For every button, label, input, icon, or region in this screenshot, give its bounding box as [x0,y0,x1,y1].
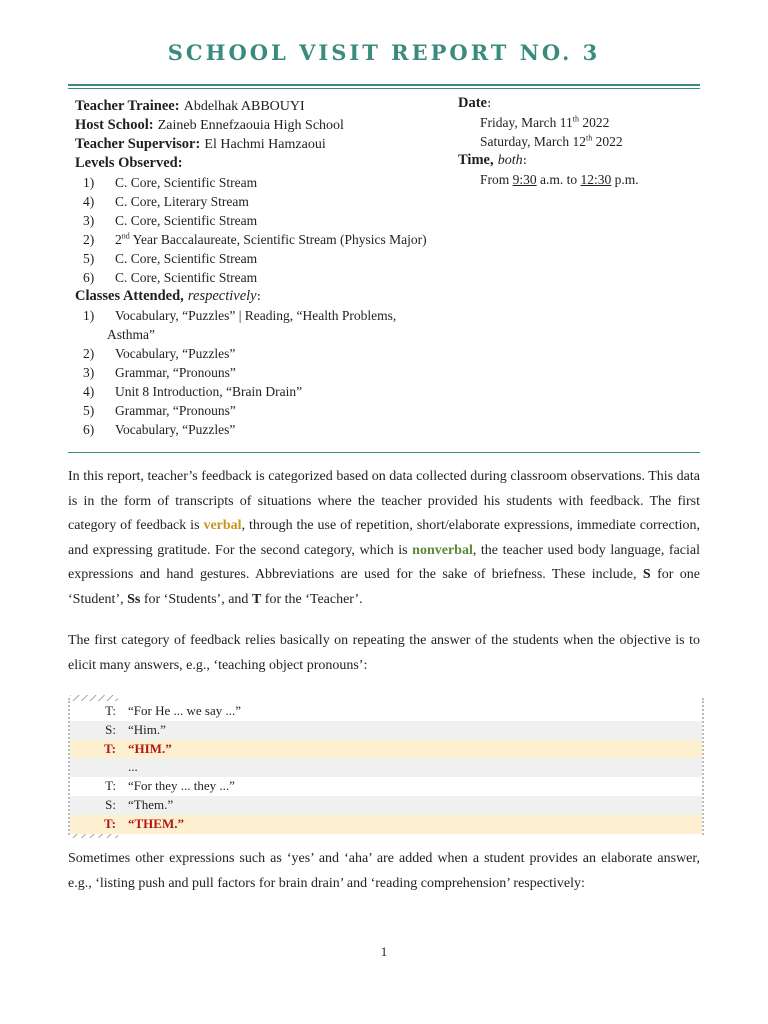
paragraph-expressions: Sometimes other expressions such as ‘yes’ and ‘aha’ are added when a student provides an elaborate answer, e.g., ‘listing push and pull factors for brain drain’ and ‘reading comprehension’ respectively: [68,851,700,891]
trainee-label: Teacher Trainee [75,98,175,114]
title-rule-thick [68,84,700,86]
schedule-block [458,94,698,189]
list-item: 2) Vocabulary, “Puzzles” [83,346,236,361]
time-line: From 9:30 a.m. to 12:30 p.m. [480,172,639,187]
info-bottom-rule [68,452,700,453]
classes-label: Classes Attended, [75,288,184,304]
transcript-box [68,698,704,835]
list-item: 5) C. Core, Scientific Stream [83,251,258,266]
transcript-row-highlight: T: “HIM.” [70,740,702,759]
transcript-row: S: “Them.” [70,796,702,815]
transcript-row: T: “For they ... they ...” [105,778,235,794]
levels-heading: Levels Observed: [75,155,183,171]
school-name: Zaineb Ennefzaouia High School [157,118,344,133]
list-item: 4) Unit 8 Introduction, “Brain Drain” [83,384,303,399]
date-label: Date [458,95,487,111]
verbal-keyword: verbal [203,518,242,534]
school-label: Host School [75,117,149,133]
levels-list [75,173,455,287]
time-label: Time, [458,152,494,168]
trainee-line: Teacher Trainee: Abdelhak ABBOUYI [75,98,305,114]
levels-label: Levels Observed [75,155,178,171]
list-item: 2) 2nd Year Baccalaureate, Scientific Stream (Physics Major) [83,231,427,247]
transcript-row: T: “For He ... we say ...” [105,703,241,718]
transcript-row: S: “Him.” [70,721,702,740]
info-block [75,97,455,439]
hatch-decoration [70,695,118,701]
time-label-italic: both [497,153,523,168]
list-item-continuation: Asthma” [107,327,155,342]
nonverbal-keyword: nonverbal [412,542,473,558]
supervisor-line: Teacher Supervisor: El Hachmi Hamzaoui [75,136,326,152]
transcript-row: ... [70,758,702,777]
list-item: 1) C. Core, Scientific Stream [83,175,258,190]
trainee-name: Abdelhak ABBOUYI [183,99,305,114]
list-item: 6) Vocabulary, “Puzzles” [83,422,236,437]
supervisor-label: Teacher Supervisor [75,136,196,152]
list-item: 1) Vocabulary, “Puzzles” | Reading, “Health Problems, [83,308,397,323]
list-item: 5) Grammar, “Pronouns” [83,403,236,418]
classes-heading: Classes Attended, respectively: [75,288,261,304]
classes-label-italic: respectively [187,288,257,304]
page-number: 1 [380,944,388,959]
title-rule-thin [68,88,700,89]
list-item: 6) C. Core, Scientific Stream [83,270,258,285]
paragraph-repetition: The first category of feedback relies basically on repeating the answer of the students when the objective is to elicit many answers, e.g., ‘teaching object pronouns’: [68,633,700,673]
date-line-2: Saturday, March 12th 2022 [480,133,623,149]
list-item: 4) C. Core, Literary Stream [83,194,249,209]
supervisor-name: El Hachmi Hamzaoui [204,137,326,152]
school-line: Host School: Zaineb Ennefzaouia High School [75,117,344,133]
transcript-row-highlight: T: “THEM.” [70,815,702,834]
time-heading: Time, both: [458,152,527,168]
report-title: SCHOOL VISIT REPORT NO. 3 [167,40,601,65]
date-heading: Date: [458,95,492,111]
list-item: 3) C. Core, Scientific Stream [83,213,258,228]
list-item: 3) Grammar, “Pronouns” [83,365,236,380]
date-line-1: Friday, March 11th 2022 [480,114,610,130]
classes-list [75,306,455,439]
paragraph-intro: In this report, teacher’s feedback is categorized based on data collected during classroom observations. This data is in the form of transcripts of situations where the teacher provided his students with feedback. The first category of feedback is verbal, through the use of repetition, short/elaborate expressions, immediate correction, and expressing gratitude. For the second category, which is nonverbal, the teacher used body language, facial expressions and hand gestures. Abbreviations are used for the sake of briefness. These include, S for one ‘Student’, Ss for ‘Students’, and T for the ‘Teacher’. [68,469,701,607]
